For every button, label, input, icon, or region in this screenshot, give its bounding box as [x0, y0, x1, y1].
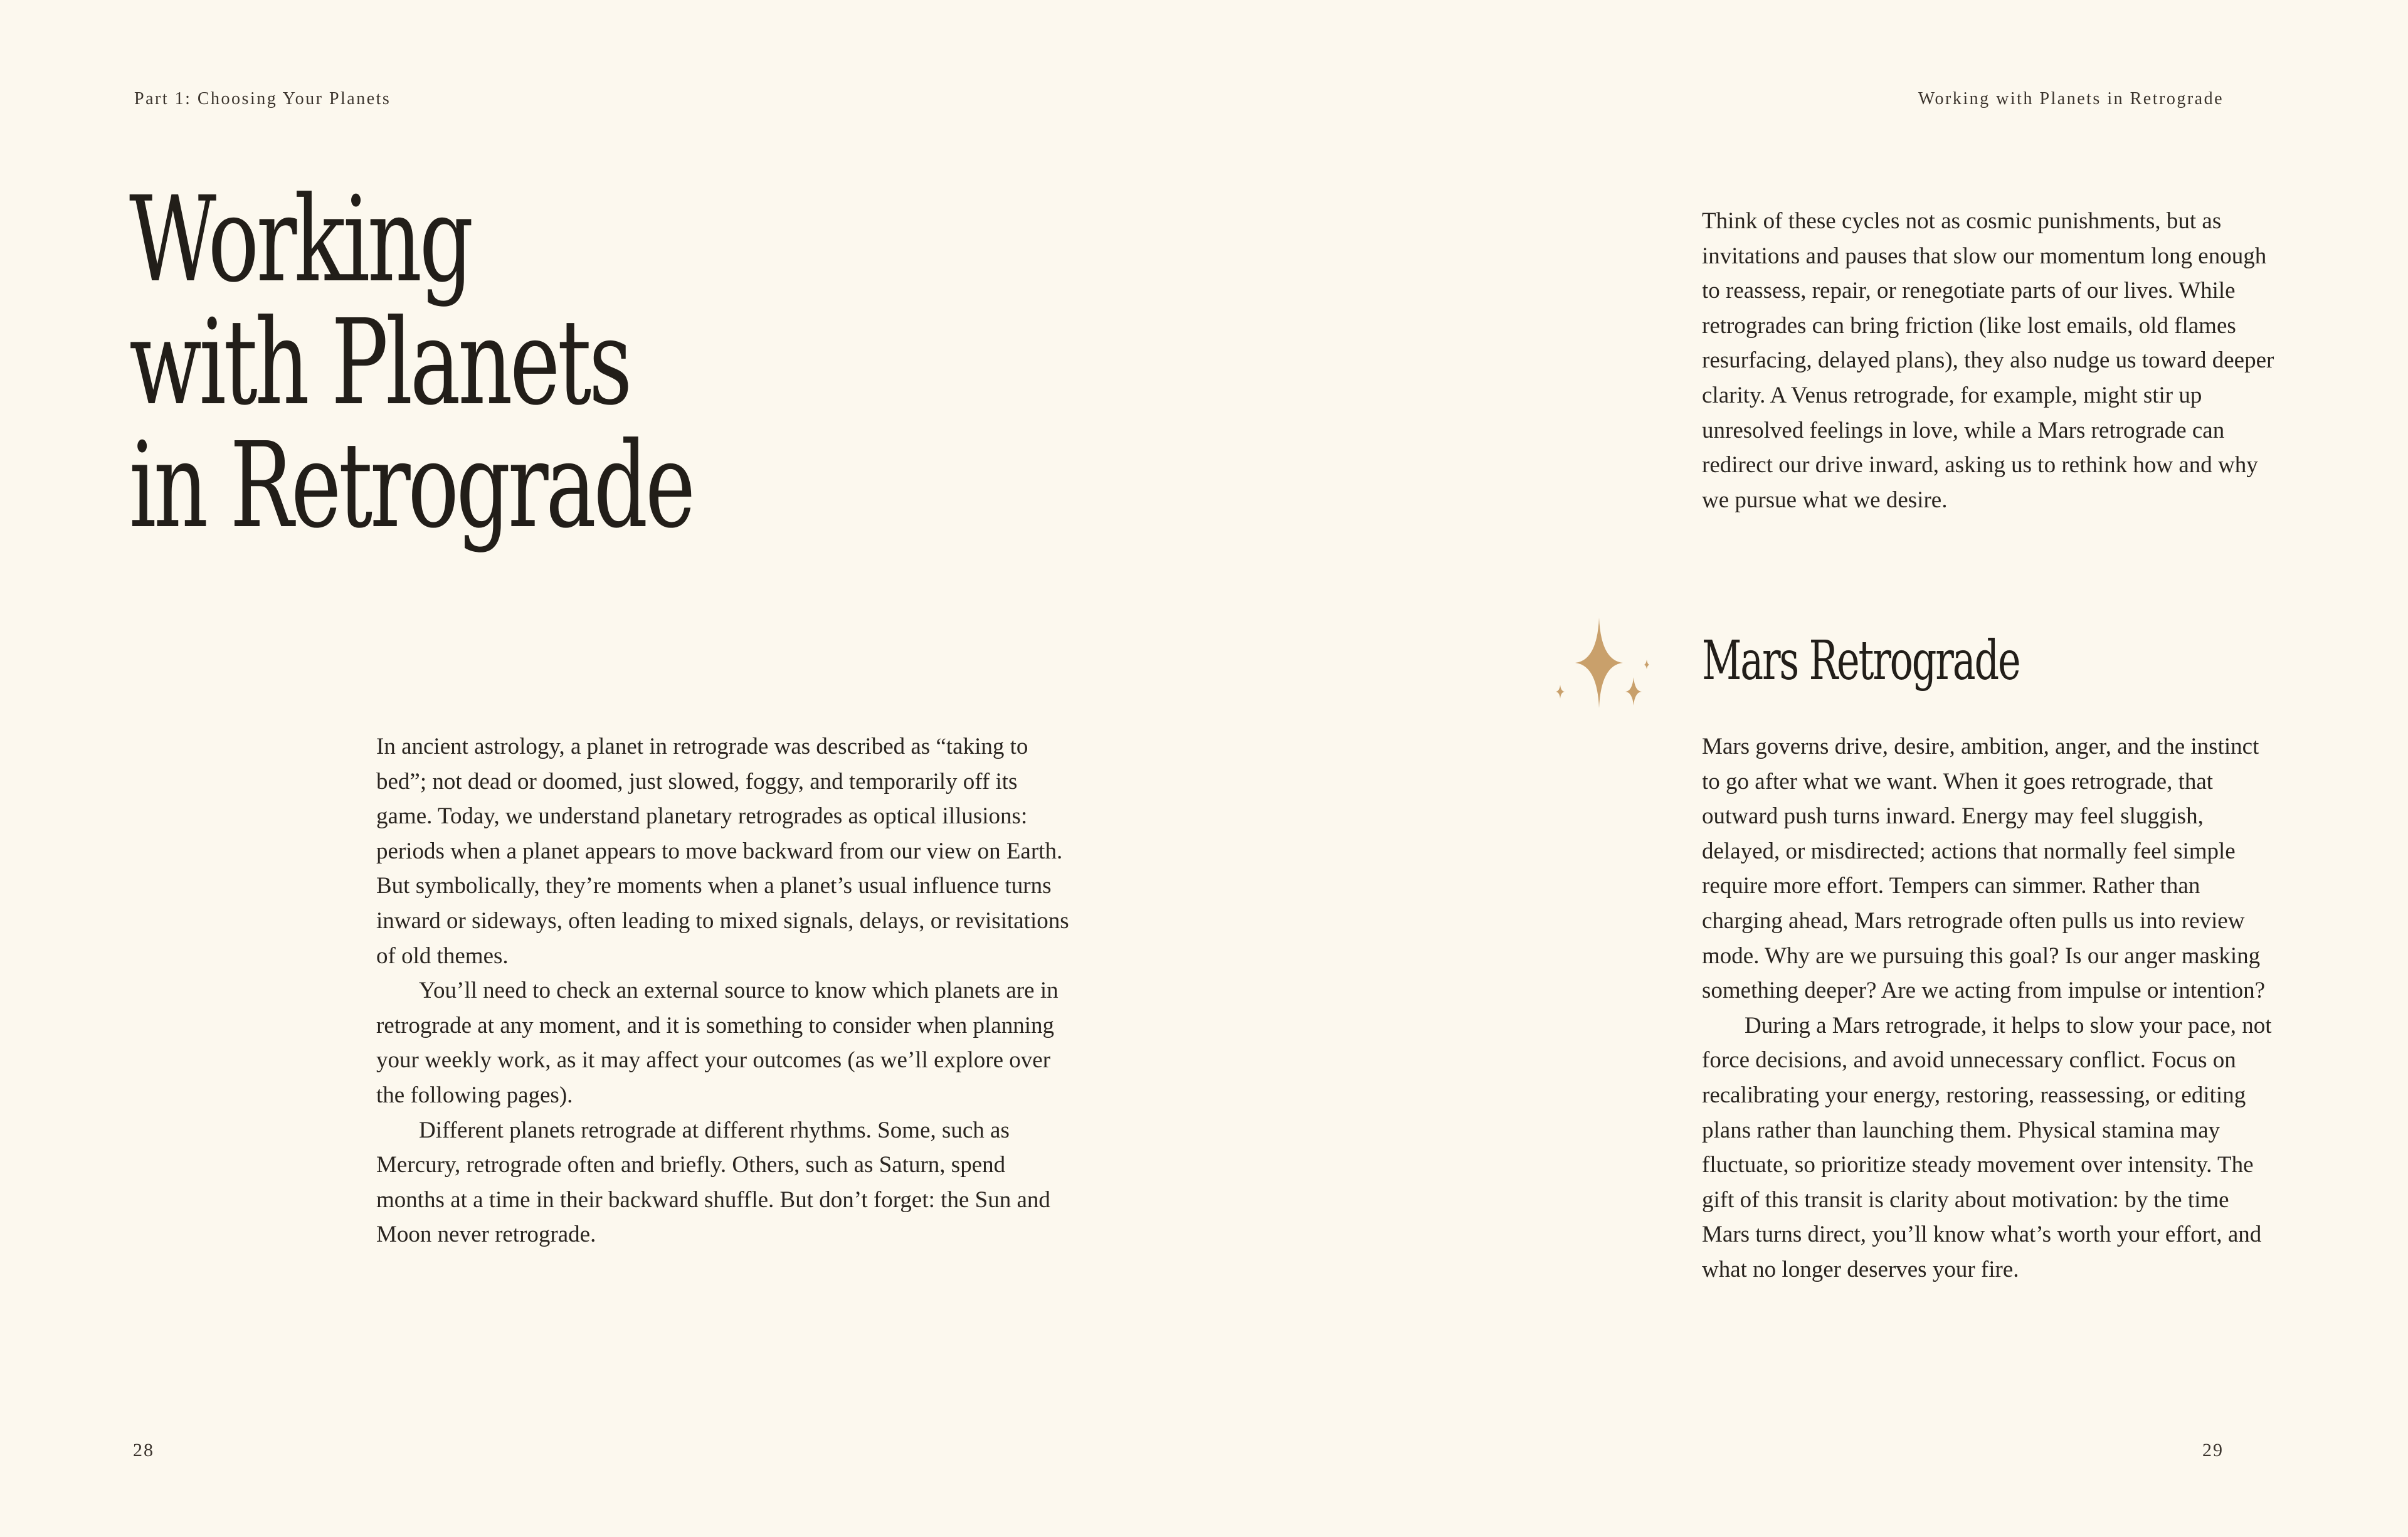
body-paragraph: In ancient astrology, a planet in retrograde was described as “taking to bed”; not dead or doomed, just slowed, foggy, and temporarily off its game. Today, we understand planetary retrogrades as optical illusions: periods when a planet appears to move backward from our view on Earth. But symbolically, they’re moments when a planet’s usual influence turns inward or sideways, often leading to mixed signals, delays, or revisitations of old themes.	[376, 734, 1069, 969]
sparkle-icon	[1543, 611, 1681, 724]
body-paragraph: Think of these cycles not as cosmic punishments, but as invitations and pauses that slow our momentum long enough to reassess, repair, or renegotiate parts of our lives. While retrogrades can bring friction (like lost emails, old flames resurfacing, delayed plans), they also nudge us toward deeper clarity. A Venus retrograde, for example, might stir up unresolved feelings in love, while a Mars retrograde can redirect our drive inward, asking us to rethink how and why we pursue what we desire.	[1702, 208, 2274, 513]
right-intro-text	[1702, 204, 2279, 517]
body-paragraph: Mars governs drive, desire, ambition, anger, and the instinct to go after what we want. When it goes retrograde, that outward push turns inward. Energy may feel sluggish, delayed, or misdirected; actions that normally feel simple require more effort. Tempers can simmer. Rather than charging ahead, Mars retrograde often pulls us into review mode. Why are we pursuing this goal? Is our anger masking something deeper? Are we acting from impulse or intention?	[1702, 734, 2266, 1004]
left-body-text	[376, 729, 1072, 1252]
chapter-title-line: Working	[129, 171, 472, 309]
chapter-title-line: in Retrograde	[129, 417, 693, 554]
running-head-right: Working with Planets in Retrograde	[1918, 89, 2224, 108]
body-paragraph: During a Mars retrograde, it helps to slow your pace, not force decisions, and avoid unnecessary conflict. Focus on recalibrating your energy, restoring, reassessing, or editing plans rather than launching them. Physical stamina may fluctuate, so prioritize steady movement over intensity. The gift of this transit is clarity about motivation: by the time Mars turns direct, you’ll know what’s worth your effort, and what no longer deserves your fire.	[1702, 1012, 2272, 1282]
body-paragraph: Different planets retrograde at different rhythms. Some, such as Mercury, retrograde often and briefly. Others, such as Saturn, spend months at a time in their backward shuffle. But don’t forget: the Sun and Moon never retrograde.	[376, 1117, 1050, 1248]
body-paragraph: You’ll need to check an external source to know which planets are in retrograde at any moment, and it is something to consider when planning your weekly work, as it may affect your outcomes (as we’ll explore over the following pages).	[376, 978, 1059, 1108]
right-page	[1204, 0, 2408, 1537]
page-number-right: 29	[2202, 1440, 2224, 1460]
running-head-left: Part 1: Choosing Your Planets	[134, 89, 391, 108]
section-heading: Mars Retrograde	[1702, 630, 2020, 692]
chapter-title	[129, 171, 693, 554]
page-number-left: 28	[133, 1440, 154, 1460]
right-section-text	[1702, 729, 2279, 1287]
chapter-title-line: with Planets	[129, 294, 630, 431]
